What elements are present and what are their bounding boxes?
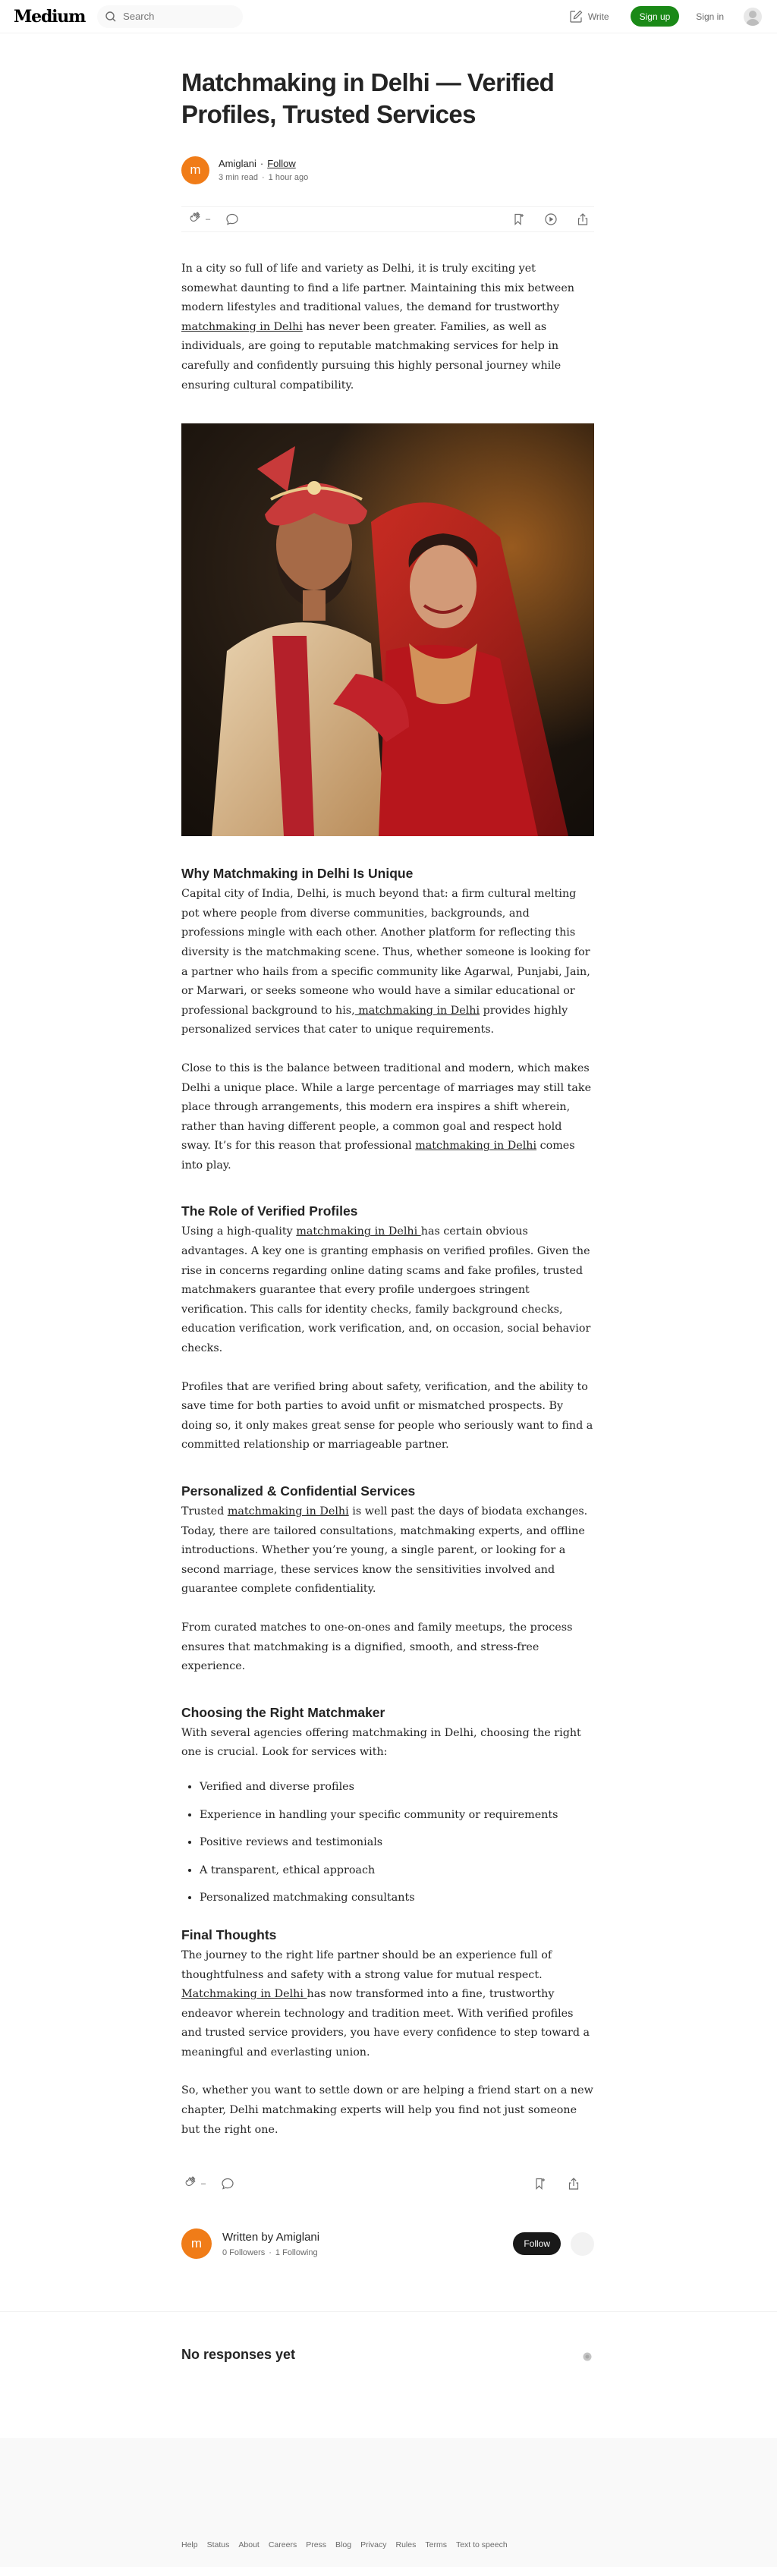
share-icon[interactable] [576,212,590,226]
section-heading-final: Final Thoughts [181,1926,277,1942]
text: Using a high-quality [181,1225,297,1238]
search-input[interactable] [123,11,229,22]
bottom-action-bar [181,2169,594,2199]
text: provides highly personalized services that cater to unique requirements. [181,1004,568,1036]
comment-icon[interactable] [225,212,239,226]
more-options-button[interactable] [571,2232,594,2256]
search-box[interactable] [97,5,243,28]
clap-chevron-icon: – [206,215,211,224]
footer-link-text-to-speech[interactable]: Text to speech [455,2540,508,2550]
list-item: • A transparent, ethical approach [200,1861,594,1881]
footer-link-rules[interactable]: Rules [395,2540,417,2550]
written-by-label[interactable]: Written by Amiglani [222,2230,320,2244]
list-item: • Experience in handling your specific community or requirements [200,1806,594,1826]
text: has certain obvious advantages. A key one is granting emphasis on verified profiles. Given the rise in concerns regarding online dating scams and fake profiles, trusted matchmakers guarantee that every profile undergoes stringent verification. This calls for identity checks, family background checks, education verification, work verification, and, on occasion, social behavior checks. [181,1225,591,1355]
clap-button[interactable] [187,210,210,229]
paragraph [181,1502,594,1599]
followers-count[interactable]: 0 Followers [222,2247,266,2257]
footer-link-careers[interactable]: Careers [268,2540,297,2550]
footer-link-about[interactable]: About [238,2540,260,2550]
paragraph [181,1222,594,1358]
write-button[interactable] [568,9,609,24]
paragraph [181,885,594,1040]
text: Close to this is the balance between traditional and modern, which makes Delhi a unique place. While a large percentage of marriages may still take place through arrangements, this modern era inspires a shift wherein, rather than having different people, a common goal and respect hold sway. It’s for this reason that professional [181,1062,592,1153]
clap-icon [187,210,203,229]
share-icon[interactable] [567,2177,580,2191]
comment-icon[interactable] [221,2177,234,2191]
text: has now transformed into a fine, trustworthy endeavor wherein technology and tradition meet. With verified profiles and trusted service providers, you have every confidence to step toward a meaningful and everlasting union. [181,1988,590,2059]
sign-in-link[interactable]: Sign in [696,11,724,22]
divider [0,2311,777,2312]
section-heading-personalized: Personalized & Confidential Services [181,1483,416,1499]
author-avatar[interactable]: m [181,156,209,184]
intro-paragraph [181,259,594,395]
hero-image-couple [181,423,594,836]
posted-time: 1 hour ago [268,173,309,182]
article [181,67,594,2263]
text: The journey to the right life partner should be an experience full of thoughtfulness and safety with a strong value for mutual respect. [181,1949,552,1981]
medium-logo[interactable]: Medium [14,6,86,27]
text: In a city so full of life and variety as Delhi, it is truly exciting yet somewhat daunting to find a life partner. Maintaining this mix between modern lifestyles and traditional values, the demand for trustworthy [181,263,574,314]
follow-link[interactable]: Follow [267,158,296,169]
paragraph [181,1059,594,1176]
services-list [181,1778,594,1908]
matchmaking-link[interactable]: matchmaking in Delhi [415,1140,537,1153]
follow-button[interactable]: Follow [513,2232,561,2255]
article-title: Matchmaking in Delhi — Verified Profiles, Trusted Services [181,68,555,128]
clap-button[interactable] [183,2175,206,2194]
footer [0,2438,777,2567]
pencil-square-icon [568,9,584,24]
paragraph: From curated matches to one-on-ones and family meetups, the process ensures that matchmaking is a dignified, smooth, and stress-free experience. [181,1621,573,1673]
article-action-bar [181,206,594,232]
text: Capital city of India, Delhi, is much beyond that: a firm cultural melting pot where people from diverse communities, backgrounds, and professions mingle with each other. Another platform for reflecting this diversity is the matchmaking scene. Thus, whether someone is looking for a partner who hails from a specific community like Agarwal, Punjabi, Jain, or Marwari, or seeks someone who would have a similar educational or professional background to his, [181,888,590,1017]
footer-link-terms[interactable]: Terms [425,2540,447,2550]
author-name[interactable]: Amiglani [219,158,256,169]
footer-link-press[interactable]: Press [306,2540,327,2550]
top-navigation [0,0,777,33]
user-avatar-icon[interactable] [744,8,762,26]
footer-link-blog[interactable]: Blog [335,2540,352,2550]
matchmaking-link[interactable]: matchmaking in Delhi [227,1505,349,1518]
footer-link-privacy[interactable]: Privacy [360,2540,387,2550]
bookmark-add-icon[interactable] [512,212,526,226]
shield-info-icon[interactable] [582,2351,593,2366]
responses-title: No responses yet [181,2347,296,2363]
paragraph: So, whether you want to settle down or are helping a friend start on a new chapter, Delhi matchmaking experts will help you find not just someone but the right one. [181,2084,593,2136]
matchmaking-link[interactable]: matchmaking in Delhi [296,1225,421,1238]
section-heading-choosing: Choosing the Right Matchmaker [181,1704,385,1720]
footer-link-status[interactable]: Status [206,2540,230,2550]
matchmaking-link[interactable]: matchmaking in Delhi [354,1004,480,1017]
bookmark-add-icon[interactable] [533,2177,547,2191]
clap-icon [183,2175,198,2194]
author-avatar[interactable]: m [181,2228,212,2259]
clap-chevron-icon: – [201,2179,206,2189]
text: comes into play. [181,1140,575,1172]
read-time: 3 min read [219,173,258,182]
list-item: • Verified and diverse profiles [200,1778,594,1798]
matchmaking-link[interactable]: Matchmaking in Delhi [181,1988,307,2001]
nav-actions [568,6,762,27]
paragraph: Profiles that are verified bring about safety, verification, and the ability to save time for both parties to avoid unfit or mismatched prospects. By doing so, it only makes great sense for people who seriously want to find a committed relationship or marriageable partner. [181,1380,593,1452]
section-heading-why: Why Matchmaking in Delhi Is Unique [181,866,414,882]
text: has never been greater. Families, as well as individuals, are going to reputable matchmaking services for help in carefully and confidently pursuing this highly personal journey while ensuring cultural compatibility. [181,320,562,392]
list-item: • Personalized matchmaking consultants [200,1889,594,1908]
write-label: Write [587,11,609,22]
author-block: m Amiglani · Follow 3 min read · 1 hour ago [181,153,594,187]
list-item: • Positive reviews and testimonials [200,1833,594,1853]
paragraph: With several agencies offering matchmaking in Delhi, choosing the right one is crucial. Look for services with: [181,1726,581,1759]
footer-links [181,2540,508,2549]
section-heading-verified: The Role of Verified Profiles [181,1203,358,1219]
paragraph [181,1946,594,2063]
written-by-block: m Written by Amiglani 0 Followers · 1 Following Follow [181,2225,594,2263]
footer-link-help[interactable]: Help [181,2540,198,2550]
sign-up-button[interactable]: Sign up [631,6,680,27]
listen-play-icon[interactable] [544,212,558,226]
text: is well past the days of biodata exchanges. Today, there are tailored consultations, matchmaking experts, and offline introductions. Whether you’re young, a single parent, or looking for a second marriage, these services know the sensitivities involved and guarantee complete confidentiality. [181,1505,588,1596]
matchmaking-link[interactable]: matchmaking in Delhi [181,320,303,333]
responses-section [181,2347,594,2370]
following-count[interactable]: 1 Following [275,2247,318,2257]
text: Trusted [181,1505,228,1518]
search-icon [105,11,117,23]
